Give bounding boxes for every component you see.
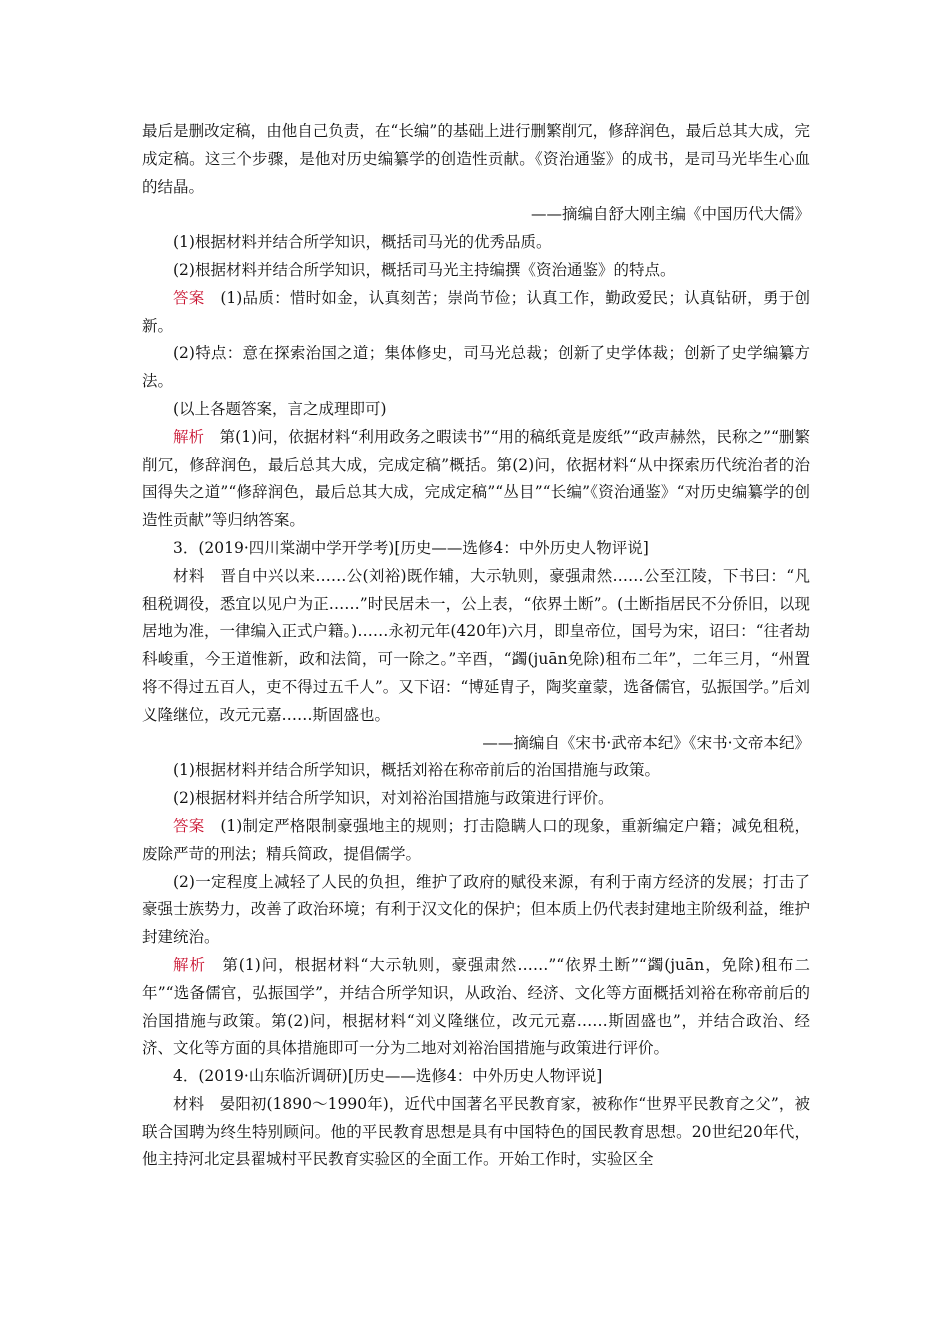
material-source: ——摘编自《宋书·武帝本纪》《宋书·文帝本纪》 xyxy=(482,733,810,752)
answer-label: 答案 xyxy=(173,816,205,835)
question-2: (2)根据材料并结合所学知识，对刘裕治国措施与政策进行评价。 xyxy=(173,789,614,808)
answer-note: (以上各题答案，言之成理即可) xyxy=(173,399,387,418)
analysis-label: 解析 xyxy=(173,427,205,446)
answer-1 xyxy=(142,813,810,869)
analysis-text: 第(1)问，根据材料“大示轨则，豪强肃然……”“依界土断”“蠲(juān，免除)租布二年”“选备儒官，弘振国学”，并结合所学知识，从政治、经济、文化等方面概括刘裕在称帝前后的治国措施与政策。第(2)问，根据材料“刘义隆继位，改元元嘉……斯固盛也”，并结合政治、经济、文化等方面的具体措施即可一分为二地对刘裕治国措施与政策进行评价。 xyxy=(142,955,810,1058)
answer-1 xyxy=(142,285,810,341)
material-source: ——摘编自舒大刚主编《中国历代大儒》 xyxy=(530,205,810,224)
question-4-material xyxy=(142,1091,810,1174)
analysis-text: 第(1)问，依据材料“利用政务之暇读书”“用的稿纸竟是废纸”“政声赫然，民称之”“删繁削冗，修辞润色，最后总其大成，完成定稿”概括。第(2)问，依据材料“从中探索历代统治者的治国得失之道”“修辞润色，最后总其大成，完成定稿”“丛目”“长编”《资治通鉴》“对历史编纂学的创造性贡献”等归纳答案。 xyxy=(142,427,810,530)
sima-guang-material-tail: 最后是删改定稿，由他自己负责，在“长编”的基础上进行删繁削冗，修辞润色，最后总其大成，完成定稿。这三个步骤，是他对历史编纂学的创造性贡献。《资治通鉴》的成书，是司马光毕生心血的结晶。 xyxy=(142,122,810,196)
analysis xyxy=(142,424,810,535)
material-label: 材料 xyxy=(173,566,205,585)
question-4-header: 4．(2019·山东临沂调研)[历史——选修4：中外历史人物评说] xyxy=(173,1067,603,1086)
material-text: 晏阳初(1890～1990年)，近代中国著名平民教育家，被称作“世界平民教育之父”，被联合国聘为终生特别顾问。他的平民教育思想是具有中国特色的国民教育思想。20世纪20年代，他主持河北定县翟城村平民教育实验区的全面工作。开始工作时，实验区全 xyxy=(142,1094,810,1169)
question-1: (1)根据材料并结合所学知识，概括刘裕在称帝前后的治国措施与政策。 xyxy=(173,761,660,780)
material-text: 晋自中兴以来……公(刘裕)既作辅，大示轨则，豪强肃然……公至江陵，下书曰：“凡租税调役，悉宜以见户为正……”时民居未一，公上表，“依界土断”。(土断指居民不分侨旧，以现居地为准，一律编入正式户籍。)……永初元年(420年)六月，即皇帝位，国号为宋，诏曰：“往者劫科峻重，今王道惟新，政和法简，可一除之。”辛酉，“蠲(juān免除)租布二年”，二年三月，“州置将不得过五百人，吏不得过五千人”。又下诏：“博延胄子，陶奖童蒙，选备儒官，弘振国学。”后刘义隆继位，改元元嘉……斯固盛也。 xyxy=(142,566,810,724)
question-3-header: 3．(2019·四川棠湖中学开学考)[历史——选修4：中外历史人物评说] xyxy=(173,538,649,557)
question-2: (2)根据材料并结合所学知识，概括司马光主持编撰《资治通鉴》的特点。 xyxy=(173,260,676,279)
document-page xyxy=(142,118,810,1174)
answer-2: (2)特点：意在探索治国之道；集体修史，司马光总裁；创新了史学体裁；创新了史学编纂方法。 xyxy=(142,344,810,391)
material-label: 材料 xyxy=(173,1094,205,1113)
question-3-material xyxy=(142,563,810,730)
answer-1-text: (1)制定严格限制豪强地主的规则；打击隐瞒人口的现象，重新编定户籍；减免租税，废除严苛的刑法；精兵简政，提倡儒学。 xyxy=(142,816,810,863)
answer-label: 答案 xyxy=(173,288,205,307)
answer-2: (2)一定程度上减轻了人民的负担，维护了政府的赋役来源，有利于南方经济的发展；打击了豪强士族势力，改善了政治环境；有利于汉文化的保护；但本质上仍代表封建地主阶级利益，维护封建统治。 xyxy=(142,872,810,947)
answer-1-text: (1)品质：惜时如金，认真刻苦；崇尚节俭；认真工作，勤政爱民；认真钻研，勇于创新。 xyxy=(142,288,810,335)
analysis-label: 解析 xyxy=(173,955,206,974)
question-1: (1)根据材料并结合所学知识，概括司马光的优秀品质。 xyxy=(173,233,552,252)
analysis xyxy=(142,952,810,1063)
